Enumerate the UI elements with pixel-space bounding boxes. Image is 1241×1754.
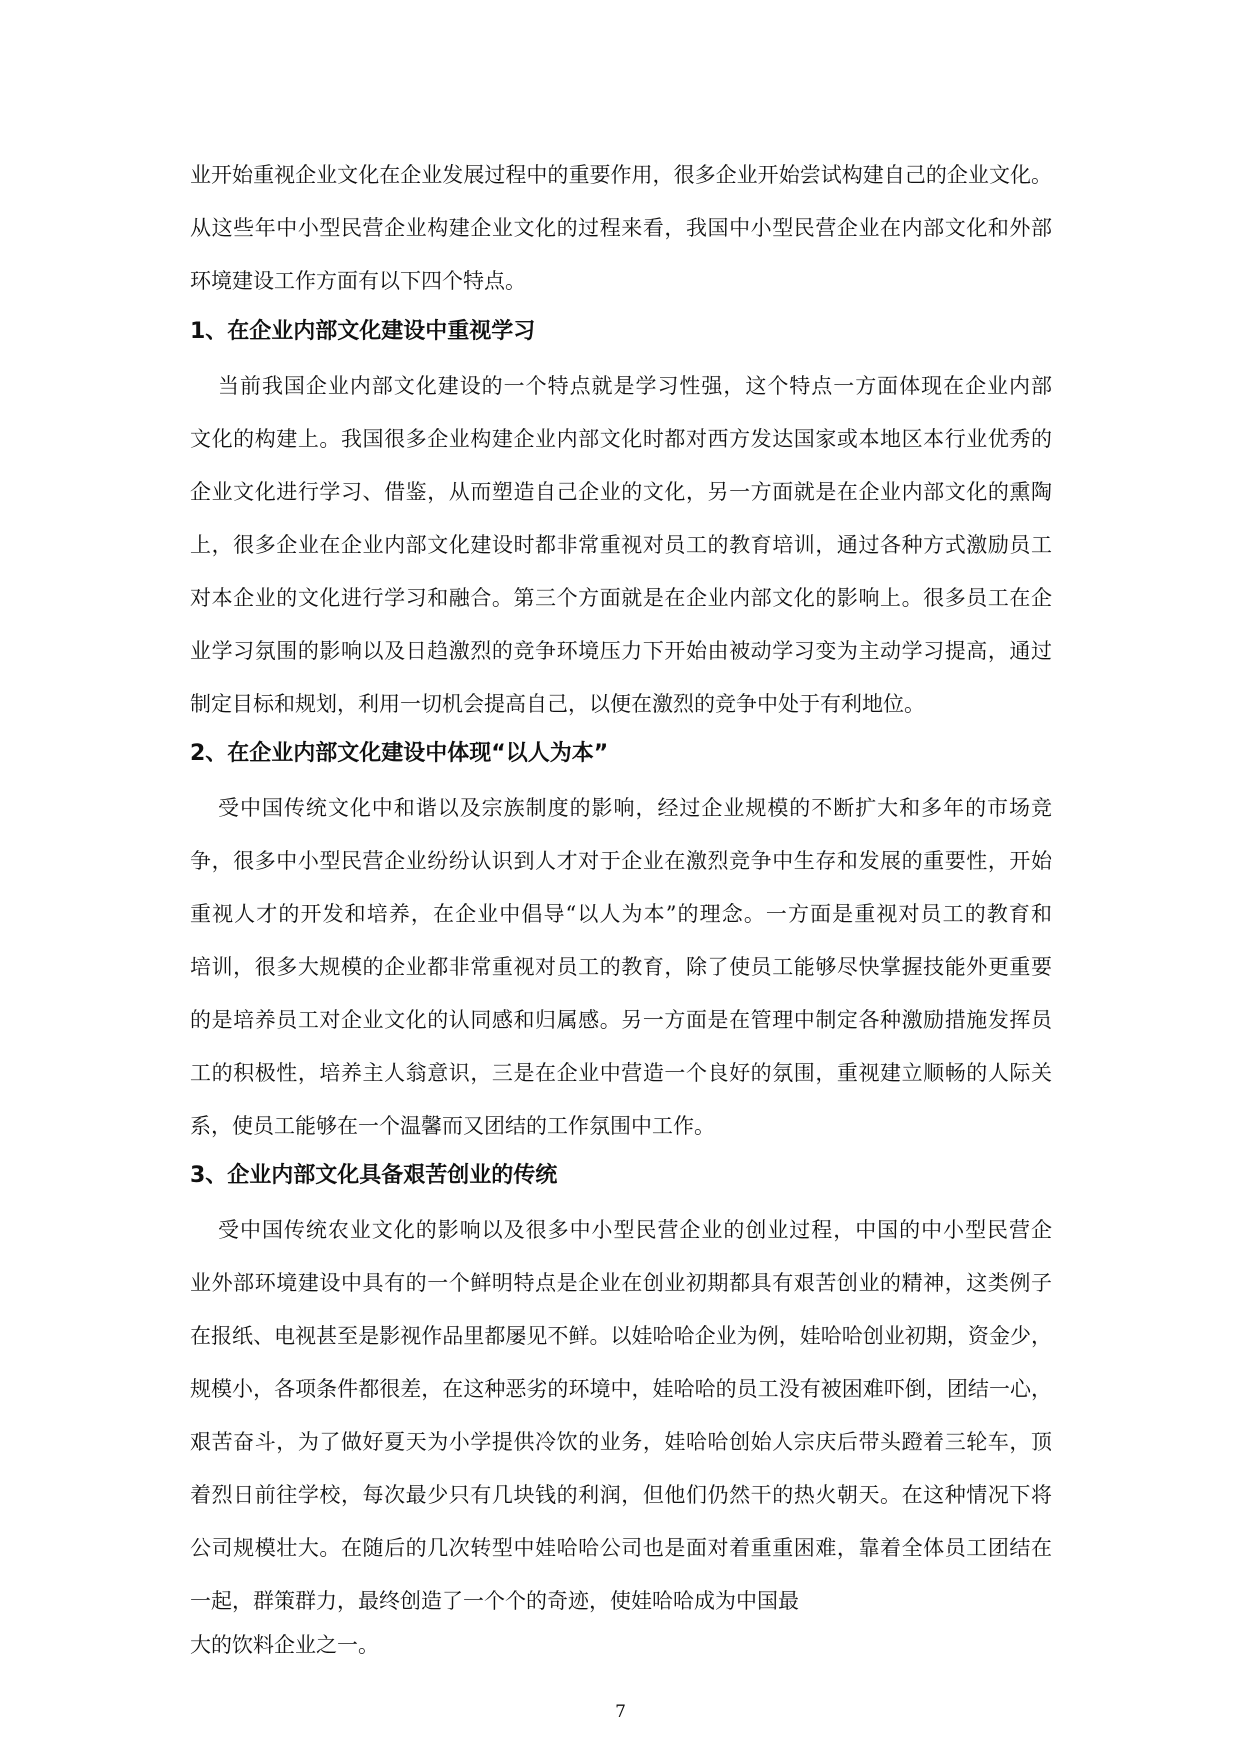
section-3-line-3: 在报纸、电视甚至是影视作品里都屡见不鲜。以娃哈哈企业为例，娃哈哈创业初期，资金少， (190, 1324, 1052, 1348)
section-3-line-5: 艰苦奋斗，为了做好夏天为小学提供冷饮的业务，娃哈哈创始人宗庆后带头蹬着三轮车，顶 (190, 1430, 1052, 1454)
section-2-heading: 2、在企业内部文化建设中体现“以人为本” (190, 741, 609, 766)
section-1-line-5: 对本企业的文化进行学习和融合。第三个方面就是在企业内部文化的影响上。很多员工在企 (190, 586, 1052, 610)
section-1-line-1: 当前我国企业内部文化建设的一个特点就是学习性强，这个特点一方面体现在企业内部 (218, 374, 1052, 398)
section-1-line-4: 上，很多企业在企业内部文化建设时都非常重视对员工的教育培训，通过各种方式激励员工 (190, 533, 1052, 557)
page-number: 7 (615, 1702, 626, 1722)
section-3-line-9: 大的饮料企业之一。 (190, 1633, 379, 1657)
section-3-line-6: 着烈日前往学校，每次最少只有几块钱的利润，但他们仍然干的热火朝天。在这种情况下将 (190, 1483, 1052, 1507)
section-2-line-7: 系，使员工能够在一个温馨而又团结的工作氛围中工作。 (190, 1114, 715, 1138)
section-2-line-4: 培训，很多大规模的企业都非常重视对员工的教育，除了使员工能够尽快掌握技能外更重要 (190, 955, 1052, 979)
section-2-line-6: 工的积极性，培养主人翁意识，三是在企业中营造一个良好的氛围，重视建立顺畅的人际关 (190, 1061, 1052, 1085)
intro-line-2: 从这些年中小型民营企业构建企业文化的过程来看，我国中小型民营企业在内部文化和外部 (190, 216, 1052, 240)
section-2-line-2: 争，很多中小型民营企业纷纷认识到人才对于企业在激烈竞争中生存和发展的重要性，开始 (190, 849, 1052, 873)
section-1-line-7: 制定目标和规划，利用一切机会提高自己，以便在激烈的竞争中处于有利地位。 (190, 692, 925, 716)
intro-line-3: 环境建设工作方面有以下四个特点。 (190, 269, 526, 293)
intro-line-1: 业开始重视企业文化在企业发展过程中的重要作用，很多企业开始尝试构建自己的企业文化。 (190, 163, 1052, 187)
section-3-heading: 3、企业内部文化具备艰苦创业的传统 (190, 1163, 558, 1188)
section-2-line-5: 的是培养员工对企业文化的认同感和归属感。另一方面是在管理中制定各种激励措施发挥员 (190, 1008, 1052, 1032)
section-2-line-1: 受中国传统文化中和谐以及宗族制度的影响，经过企业规模的不断扩大和多年的市场竞 (218, 796, 1052, 820)
section-3-line-2: 业外部环境建设中具有的一个鲜明特点是企业在创业初期都具有艰苦创业的精神，这类例子 (190, 1271, 1052, 1295)
section-1-line-6: 业学习氛围的影响以及日趋激烈的竞争环境压力下开始由被动学习变为主动学习提高，通过 (190, 639, 1052, 663)
section-1-line-3: 企业文化进行学习、借鉴，从而塑造自己企业的文化，另一方面就是在企业内部文化的熏陶 (190, 480, 1052, 504)
section-3-line-4: 规模小，各项条件都很差，在这种恶劣的环境中，娃哈哈的员工没有被困难吓倒，团结一心， (190, 1377, 1052, 1401)
section-2-line-3: 重视人才的开发和培养，在企业中倡导“以人为本”的理念。一方面是重视对员工的教育和 (190, 902, 1052, 926)
section-1-line-2: 文化的构建上。我国很多企业构建企业内部文化时都对西方发达国家或本地区本行业优秀的 (190, 427, 1052, 451)
section-3-line-7: 公司规模壮大。在随后的几次转型中娃哈哈公司也是面对着重重困难，靠着全体员工团结在 (190, 1536, 1052, 1560)
section-3-line-1: 受中国传统农业文化的影响以及很多中小型民营企业的创业过程，中国的中小型民营企 (218, 1218, 1052, 1242)
section-3-line-8: 一起，群策群力，最终创造了一个个的奇迹，使娃哈哈成为中国最 (190, 1589, 799, 1613)
section-1-heading: 1、在企业内部文化建设中重视学习 (190, 319, 536, 344)
